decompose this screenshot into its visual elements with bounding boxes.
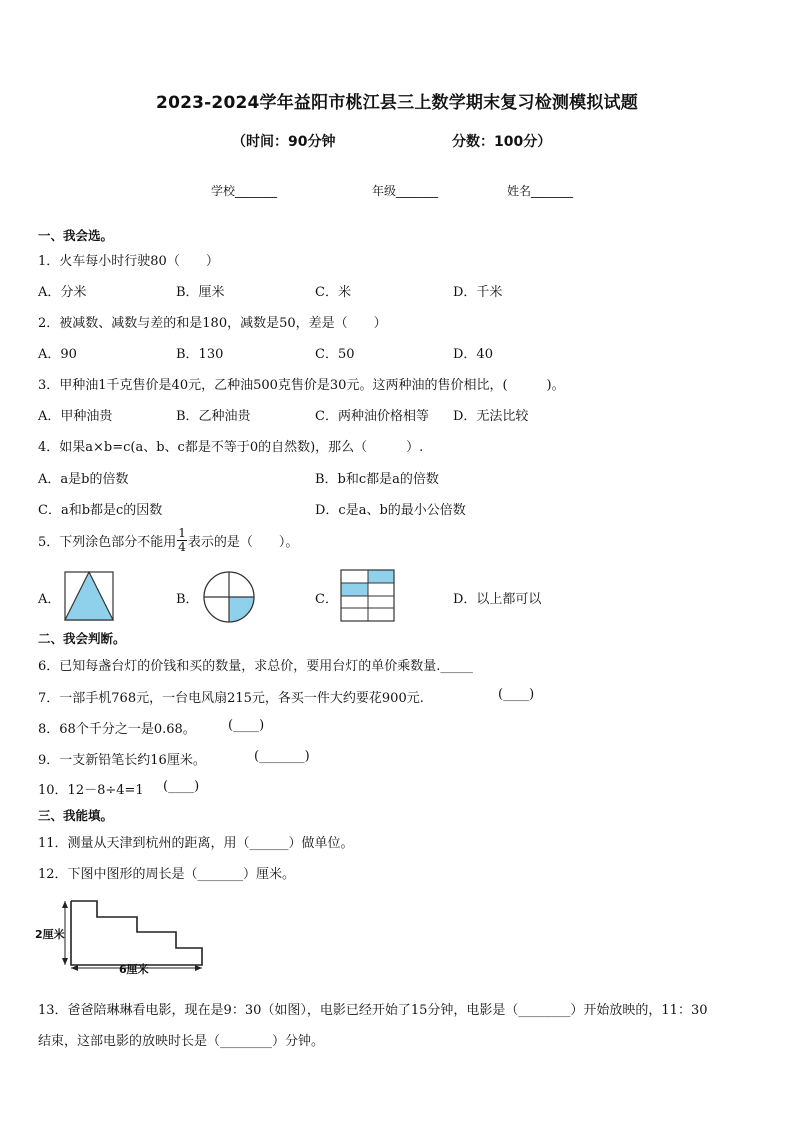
width-label: 6厘米 (119, 963, 149, 976)
fraction-denominator: 4 (178, 540, 186, 554)
school-field[interactable]: 学校_______ (211, 184, 278, 198)
question-8: 8．68个千分之一是0.68。 (38, 722, 196, 737)
q1-option-b[interactable]: B．厘米 (176, 285, 225, 300)
q4-option-c[interactable]: C．a和b都是c的因数 (38, 503, 163, 518)
question-10: 10．12－8÷4=1 (38, 783, 144, 798)
q3-option-d[interactable]: D．无法比较 (453, 409, 529, 424)
q4-option-d[interactable]: D．c是a、b的最小公倍数 (315, 503, 466, 518)
grade-field[interactable]: 年级_______ (372, 184, 439, 198)
question-2: 2．被减数、减数与差的和是180，减数是50，差是（ ） (38, 316, 387, 331)
question-6: 6．已知每盏台灯的价钱和买的数量，求总价，要用台灯的单价乘数量._____ (38, 659, 473, 674)
q5-option-d[interactable]: D．以上都可以 (453, 592, 542, 607)
q9-answer-blank[interactable]: (_______) (254, 749, 310, 764)
q2-option-b[interactable]: B．130 (176, 347, 224, 362)
question-5 (38, 527, 298, 554)
exam-score: 分数：100分） (452, 134, 552, 150)
name-field[interactable]: 姓名_______ (507, 184, 574, 198)
section-title: 三、我能填。 (38, 808, 114, 823)
q3-option-a[interactable]: A．甲种油贵 (38, 409, 113, 424)
question-3: 3．甲种油1千克售价是40元，乙种油500克售价是30元。这两种油的售价相比，( )。 (38, 378, 565, 393)
q5-stem-pre: 5．下列涂色部分不能用 (38, 535, 177, 550)
q4-option-a[interactable]: A．a是b的倍数 (38, 472, 129, 487)
question-13-line-1: 13．爸爸陪琳琳看电影，现在是9：30（如图），电影已经开始了15分钟，电影是（________）开始放映的，11：30 (38, 1003, 708, 1018)
q1-option-d[interactable]: D．千米 (453, 285, 503, 300)
q8-answer-blank[interactable]: (____) (228, 718, 265, 733)
question-9: 9．一支新铅笔长约16厘米。 (38, 753, 206, 768)
quartered-circle-figure (202, 570, 256, 624)
height-label: 2厘米 (35, 928, 65, 941)
question-13-line-2: 结束，这部电影的放映时长是（________）分钟。 (38, 1034, 325, 1049)
q5-stem-post: 表示的是（ ）。 (187, 535, 299, 550)
question-4: 4．如果a×b=c(a、b、c都是不等于0的自然数)，那么（ ）. (38, 440, 424, 455)
q5-option-a[interactable]: A． (38, 592, 61, 607)
question-1: 1．火车每小时行驶80（ ） (38, 254, 219, 269)
q4-option-b[interactable]: B．b和c都是a的倍数 (315, 472, 439, 487)
q2-option-a[interactable]: A．90 (38, 347, 77, 362)
q3-option-c[interactable]: C．两种油价格相等 (315, 409, 429, 424)
triangle-in-square-figure (64, 571, 114, 621)
exam-time: （时间：90分钟 (232, 134, 336, 150)
q5-option-b[interactable]: B． (176, 592, 199, 607)
q3-option-b[interactable]: B．乙种油贵 (176, 409, 251, 424)
section-title: 一、我会选。 (38, 228, 114, 243)
question-11: 11．测量从天津到杭州的距离，用（______）做单位。 (38, 836, 354, 851)
grid-rectangle-figure (340, 569, 396, 623)
q5-option-c[interactable]: C． (315, 592, 338, 607)
q1-option-c[interactable]: C．米 (315, 285, 351, 300)
q2-option-d[interactable]: D．40 (453, 347, 493, 362)
fraction-numerator: 1 (178, 526, 186, 540)
question-7: 7．一部手机768元，一台电风扇215元，各买一件大约要花900元. (38, 691, 424, 706)
q7-answer-blank[interactable]: (____) (498, 687, 535, 702)
fraction (177, 527, 187, 554)
q10-answer-blank[interactable]: (____) (163, 779, 200, 794)
section-title: 二、我会判断。 (38, 631, 126, 646)
question-12: 12．下图中图形的周长是（_______）厘米。 (38, 867, 296, 882)
staircase-figure (34, 893, 214, 979)
page-title: 2023-2024学年益阳市桃江县三上数学期末复习检测模拟试题 (156, 93, 638, 113)
q2-option-c[interactable]: C．50 (315, 347, 355, 362)
q1-option-a[interactable]: A．分米 (38, 285, 87, 300)
